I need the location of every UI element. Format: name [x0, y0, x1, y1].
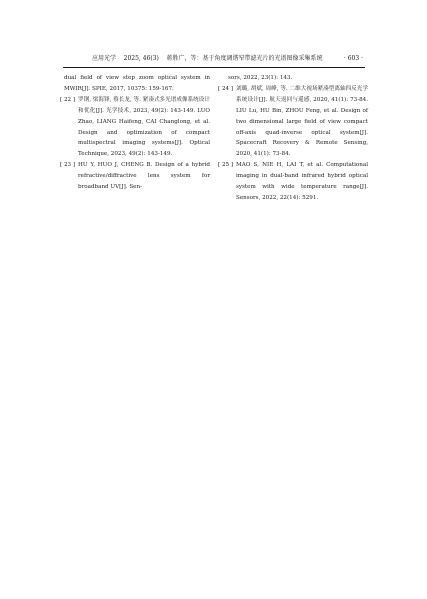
- journal-name: 应用光学: [92, 55, 117, 62]
- reference-entry: [218, 160, 368, 204]
- page-number: · 603 ·: [343, 55, 363, 62]
- references-right-column: [218, 73, 368, 204]
- reference-number: [ 22 ]: [60, 96, 76, 103]
- reference-text: dual field of view step zoom optical system in MWIR[J]. SPIE, 2017, 10375: 159-167.: [64, 75, 210, 92]
- references-left-column: [60, 73, 210, 193]
- article-running-title: 蒋胜广，等：基于角度调谐窄带滤光片的光谱图像采集系统: [166, 55, 323, 62]
- reference-text: sors, 2022, 23(1): 143.: [228, 75, 293, 81]
- reference-number: [ 25 ]: [218, 162, 234, 169]
- reference-entry: [60, 160, 210, 193]
- reference-number: [ 23 ]: [60, 162, 76, 169]
- reference-entry: [64, 73, 210, 95]
- reference-text: HU Y, HUO J, CHENG B. Design of a hybrid refractive/diffractive lens system for broadband UV[J]. Sen-: [78, 162, 210, 191]
- reference-entry: [222, 73, 368, 84]
- journal-issue: 2025, 46(3): [123, 55, 159, 62]
- reference-text: 罗钢, 梁海锋, 蔡长龙, 等. 紧凑式多光谱成像系统设计和优化[J]. 光学技术, 2023, 49(2): 143-149. LUO Zhao, LIANG Haifeng, CAI Changlong, et al. Design and optimization of compact multispectral imaging systems[J]. Optical Technique, 2023, 49(2): 143-149.: [78, 96, 210, 158]
- header-info: [92, 53, 323, 65]
- reference-number: [ 24 ]: [218, 85, 234, 92]
- reference-text: 刘璐, 胡斌, 周峰, 等. 二维大视场紧凑型离轴四反光学系统设计[J]. 航天返回与遥感, 2020, 41(1): 73-84. LIU Lu, HU Bin, ZHOU Feng, et al. Design of two dimensional large field of view compact off-axis quad-inverse optical system[J]. Spacecraft Recovery & Remote Sensing, 2020, 41(1): 73-84.: [236, 85, 368, 158]
- running-header: [92, 53, 363, 65]
- reference-entry: [60, 95, 210, 160]
- reference-entry: [218, 84, 368, 160]
- reference-text: MAO S, NIE H, LAI T, et al. Computational imaging in dual-band infrared hybrid optical system with wide temperature range[J]. Sensors, 2022, 22(14): 5291.: [236, 162, 368, 201]
- header-rule: [63, 67, 365, 68]
